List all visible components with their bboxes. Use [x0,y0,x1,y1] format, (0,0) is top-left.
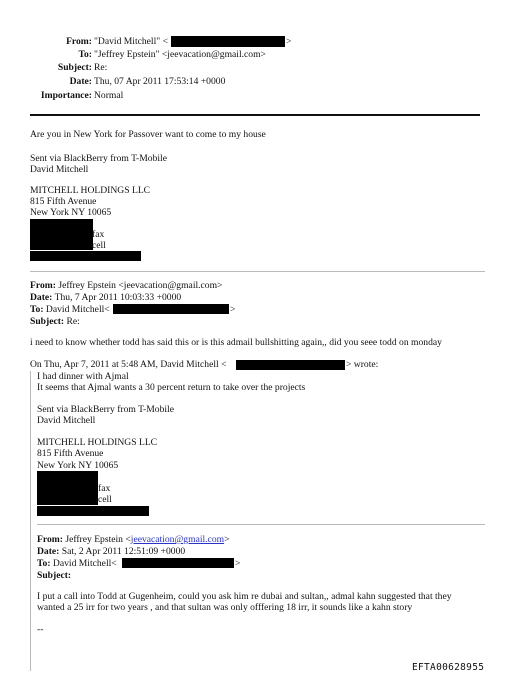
from-line [37,534,230,546]
signature-device: Sent via BlackBerry from T-Mobile [37,404,174,415]
to-label: To: [30,304,44,315]
redaction-block [37,471,98,505]
quote-wrote: > wrote: [346,359,379,370]
to-close-bracket: > [235,558,241,569]
fax-label: fax [92,229,105,240]
date-value: Sat, 2 Apr 2011 12:51:09 +0000 [61,546,186,557]
redaction-block [37,506,149,516]
from-value [94,36,168,48]
date-label: Date: [30,292,53,303]
from-label: From: [37,534,63,545]
message-body: Are you in New York for Passover want to come to my house [30,129,266,140]
importance-label: Importance: [40,90,92,101]
date-line [37,546,185,558]
date-label: Date: [37,546,60,557]
bates-number: EFTA00628955 [412,662,485,673]
to-label: To: [78,49,92,60]
from-close-bracket: > [224,534,230,545]
signature-name: David Mitchell [30,164,89,175]
importance-value: Normal [94,90,124,101]
email-link[interactable]: jeevacation@gmail.com [130,534,225,545]
from-value-text: "David Mitchell" < [94,36,168,47]
redaction-block [30,219,93,250]
from-close-bracket: > [286,36,292,47]
subject-label: Subject: [30,316,65,327]
redaction-block [113,304,229,314]
quote-line: It seems that Ajmal wants a 30 percent return to take over the projects [37,382,306,393]
message-body: i need to know whether todd has said this or is this admail bullshitting again,, did you seee todd on monday [30,337,442,348]
redaction-block [122,558,234,568]
section-divider [37,524,485,525]
to-close-bracket: > [230,304,236,315]
date-line [30,292,181,304]
company-city: New York NY 10065 [30,207,112,218]
header-divider [30,114,480,116]
to-label: To: [37,558,51,569]
to-line [30,304,110,316]
company-name: MITCHELL HOLDINGS LLC [30,185,151,196]
subject-value: Re: [66,316,80,327]
message-separator: -- [37,624,44,635]
message-body-line: I put a call into Todd at Gugenheim, could you ask him re dubai and sultan,, admal kahn suggested that they [37,591,452,602]
to-line [37,558,117,570]
subject-label: Subject: [57,62,92,73]
to-value: David Mitchell< [45,304,110,315]
cell-label: cell [98,494,112,505]
from-name: Jeffrey Epstein < [65,534,131,545]
quote-intro: On Thu, Apr 7, 2011 at 5:48 AM, David Mitchell < [30,359,227,370]
subject-label: Subject: [37,570,72,581]
company-name: MITCHELL HOLDINGS LLC [37,437,158,448]
message-body-line: wanted a 25 irr for two years , and that sultan was only offfering 18 irr, it sounds like a kahn story [37,602,413,613]
redaction-block [171,36,285,47]
company-address: 815 Fifth Avenue [37,448,104,459]
date-label: Date: [69,76,92,87]
from-value: Jeffrey Epstein <jeevacation@gmail.com> [58,280,223,291]
redaction-block [236,360,345,370]
date-value: Thu, 07 Apr 2011 17:53:14 +0000 [94,76,226,87]
company-city: New York NY 10065 [37,460,119,471]
signature-name: David Mitchell [37,415,96,426]
section-divider [30,271,485,272]
fax-label: fax [98,483,111,494]
quote-bar [30,371,31,671]
date-value: Thu, 7 Apr 2011 10:03:33 +0000 [54,292,182,303]
to-value: "Jeffrey Epstein" <jeevacation@gmail.com> [94,49,266,60]
from-label: From: [30,280,56,291]
subject-value: Re: [94,62,108,73]
signature-device: Sent via BlackBerry from T-Mobile [30,153,167,164]
company-address: 815 Fifth Avenue [30,196,97,207]
cell-label: cell [92,240,106,251]
from-label: From: [66,36,92,47]
to-value: David Mitchell< [52,558,117,569]
redaction-block [30,251,141,261]
quote-line: I had dinner with Ajmal [37,371,129,382]
from-line [30,280,222,292]
